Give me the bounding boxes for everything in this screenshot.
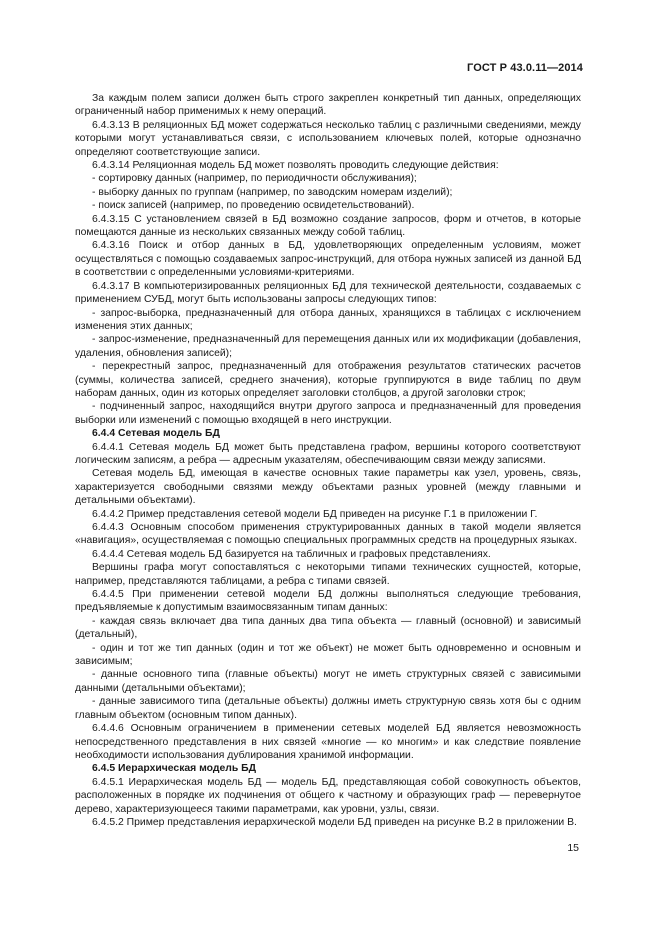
paragraph: - запрос-выборка, предназначенный для отбора данных, хранящихся в таблицах с исключением изменения этих данных; [75, 307, 581, 332]
page-number: 15 [567, 842, 579, 854]
paragraph: 6.4.4.6 Основным ограничением в применении сетевых моделей БД является невозможность непосредственного представления в них связей «многие — ко многим» и как следствие появление необходимости использования дублирования хранимой информации. [75, 723, 581, 761]
paragraph: 6.4.5.1 Иерархическая модель БД — модель БД, представляющая собой совокупность объектов, расположенных в порядке их подчинения от общего к частному и образующих граф — перевернутое дерево, характеризующееся такими параметрами, как уровни, узлы, связи. [75, 776, 581, 815]
paragraph: 6.4.4.3 Основным способом применения структурированных данных в такой модели является «навигация», осуществляемая с помощью специальных программных средств на процедурных языках. [75, 522, 581, 547]
paragraph: - каждая связь включает два типа данных два типа объекта — главный (основной) и зависимый (детальный), [75, 615, 581, 641]
paragraph: - один и тот же тип данных (один и тот же объект) не может быть одновременно и основным и зависимым; [75, 642, 581, 668]
paragraph: - поиск записей (например, по проведению освидетельствований). [92, 200, 415, 212]
paragraph: 6.4.4.4 Сетевая модель БД базируется на табличных и графовых представлениях. [92, 548, 491, 560]
paragraph: 6.4.3.15 С установлением связей в БД возможно создание запросов, форм и отчетов, в которые помещаются данные из нескольких связанных между собой таблиц. [75, 213, 581, 239]
paragraph: 6.4.5.2 Пример представления иерархической модели БД приведен на рисунке В.2 в приложении В. [92, 816, 577, 828]
paragraph: 6.4.3.17 В компьютеризированных реляционных БД для технической деятельности, создаваемых с применением СУБД, могут быть использованы запросы следующих типов: [75, 280, 581, 306]
paragraph: 6.4.3.13 В реляционных БД может содержаться несколько таблиц с различными сведениями, между которыми могут устанавливаться связи, с использованием ключевых полей, которые однозначно определяют соответствующие записи. [75, 119, 581, 158]
paragraph: Сетевая модель БД, имеющая в качестве основных такие параметры как узел, уровень, связь, характеризуется свободными связями между объектами разных уровней (между главными и детальными объектами). [75, 468, 581, 507]
paragraph: 6.4.3.14 Реляционная модель БД может позволять проводить следующие действия: [92, 160, 499, 172]
paragraph: За каждым полем записи должен быть строго закреплен конкретный тип данных, определяющих ограниченный набор применимых к нему операций. [75, 93, 581, 118]
paragraph: - данные основного типа (главные объекты) могут не иметь структурных связей с зависимыми данными (детальными объектами); [75, 669, 581, 694]
paragraph: - перекрестный запрос, предназначенный для отображения результатов статических расчетов (суммы, количества записей, среднего значения), которые группируются в виде таблиц по двум наборам данных, один из которых определяет заголовки столбцов, а другой заголовки строк; [75, 361, 581, 399]
document-code-header: ГОСТ Р 43.0.11—2014 [467, 62, 583, 74]
paragraph: Вершины графа могут сопоставляться с некоторыми типами технических сущностей, которые, например, представляются таблицами, а ребра с типами связей. [75, 562, 581, 587]
section-heading: 6.4.5 Иерархическая модель БД [92, 763, 257, 775]
paragraph: - сортировку данных (например, по периодичности обслуживания); [92, 173, 417, 185]
paragraph: 6.4.4.1 Сетевая модель БД может быть представлена графом, вершины которого соответствуют логическим записям, а ребра — адресным указателям, обеспечивающим связи между записями. [75, 441, 581, 466]
paragraph: - запрос-изменение, предназначенный для перемещения данных или их модификации (добавления, удаления, обновления записей); [75, 334, 581, 359]
paragraph: 6.4.4.2 Пример представления сетевой модели БД приведен на рисунке Г.1 в приложении Г. [92, 508, 538, 520]
section-heading: 6.4.4 Сетевая модель БД [92, 428, 220, 440]
paragraph: 6.4.4.5 При применении сетевой модели БД должны выполняться следующие требования, предъявляемые к допустимым взаимосвязанным типам данных: [75, 589, 581, 614]
paragraph: - выборку данных по группам (например, по заводским номерам изделий); [92, 186, 453, 198]
paragraph: - данные зависимого типа (детальные объекты) должны иметь структурную связь хотя бы с одним главным объектом (основным типом данных). [75, 696, 581, 721]
document-body [75, 92, 581, 829]
paragraph: - подчиненный запрос, находящийся внутри другого запроса и предназначенный для проведения выборки или изменений с помощью входящей в него инструкции. [75, 401, 581, 426]
paragraph: 6.4.3.16 Поиск и отбор данных в БД, удовлетворяющих определенным условиям, может осуществляться с помощью создаваемых запрос-инструкций, для отбора нужных записей из данной БД в соответствии с определенными условиями-критериями. [75, 240, 581, 279]
